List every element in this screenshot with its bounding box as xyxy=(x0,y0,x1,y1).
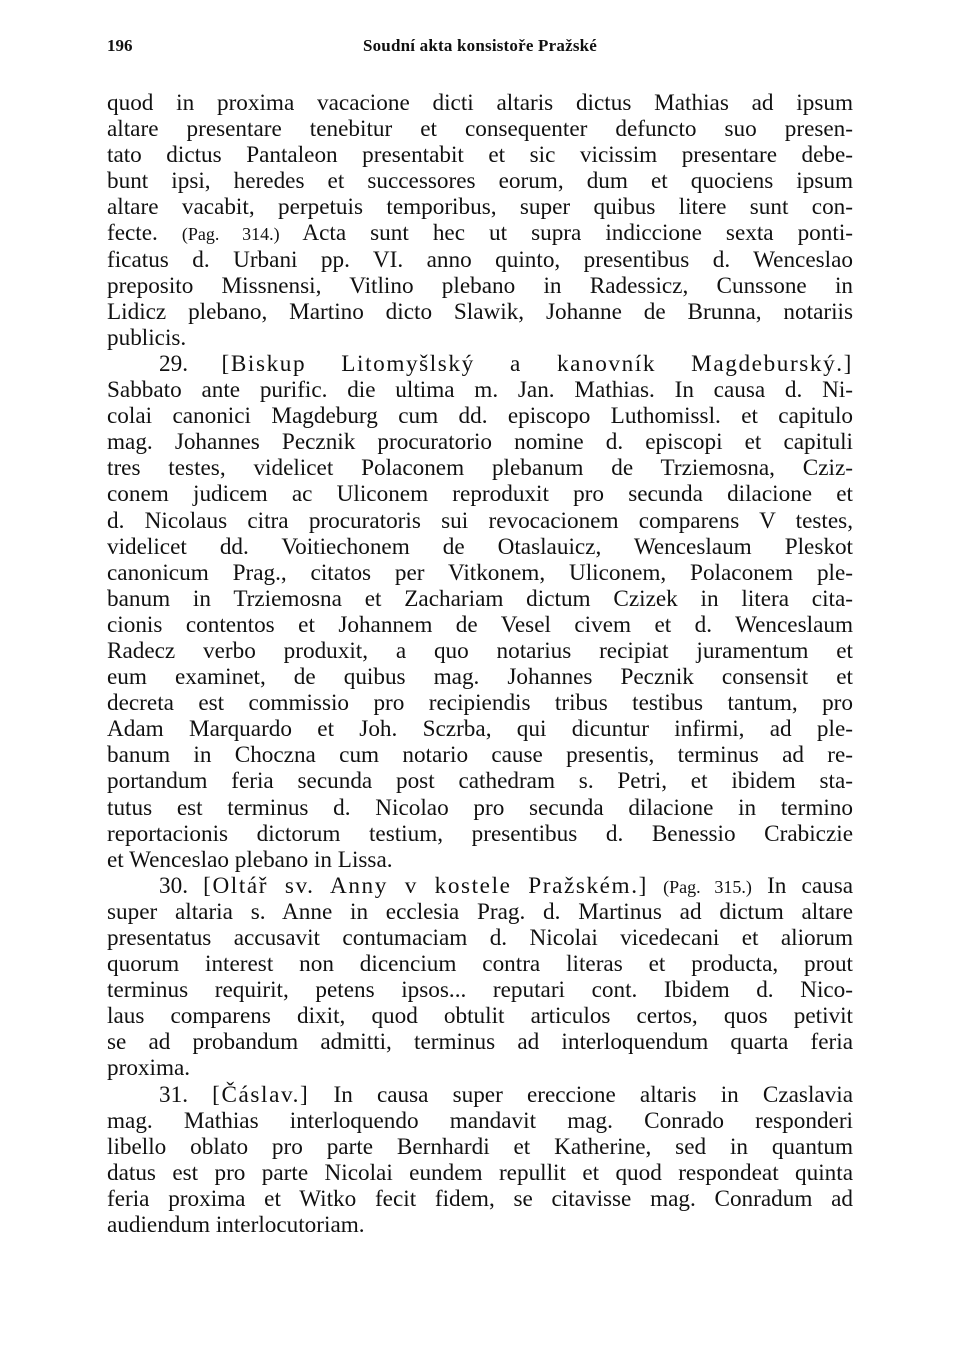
text-line: tres testes, videlicet Polaconem plebanum de Trziemosna, Cziz- xyxy=(107,455,853,482)
entry-heading-line xyxy=(107,873,853,899)
text-line: canonicum Prag., citatos per Vitkonem, Uliconem, Polaconem ple- xyxy=(107,559,853,586)
text-line: super altaria s. Anne in ecclesia Prag. d. Martinus ad dictum altare xyxy=(107,898,853,925)
entry-29 xyxy=(107,351,853,873)
text-line: Sabbato ante purific. die ultima m. Jan. Mathias. In causa d. Ni- xyxy=(107,377,853,404)
text-line: datus est pro parte Nicolai eundem repullit et quod respondeat quinta xyxy=(107,1159,853,1186)
running-head xyxy=(107,36,853,60)
entry-heading: [Čáslav.] xyxy=(212,1081,310,1108)
text-line: tato dictus Pantaleon presentabit et sic vicissim presentare debe- xyxy=(107,142,853,169)
entry-heading-line xyxy=(107,1082,853,1108)
text-line: d. Nicolaus citra procuratoris sui revocacionem comparens V testes, xyxy=(107,507,853,534)
text-line: portandum feria secunda post cathedram s. Petri, et ibidem sta- xyxy=(107,768,853,795)
entry-heading-line xyxy=(107,351,853,377)
page-reference: (Pag. 314.) xyxy=(181,224,280,245)
text-line: se ad probandum admitti, terminus ad interloquendum quarta feria xyxy=(107,1029,853,1056)
text-line: libello oblato pro parte Bernhardi et Katherine, sed in quantum xyxy=(107,1133,853,1160)
text-line: quorum interest non dicencium contra literas et producta, prout xyxy=(107,951,853,978)
text-line: Lidicz plebano, Martino dicto Slawik, Johanne de Brunna, notariis xyxy=(107,298,853,325)
text-line: cionis contentos et Johannem de Vesel civem et d. Wenceslaum xyxy=(107,611,853,638)
text-line: et Wenceslao plebano in Lissa. xyxy=(107,846,393,873)
entry-number: 31. xyxy=(159,1081,188,1108)
entry-30 xyxy=(107,873,853,1082)
running-title: Soudní akta konsistoře Pražské xyxy=(362,36,598,55)
text-line: publicis. xyxy=(107,324,187,351)
text-line: preposito Missnensi, Vitlino plebano in Radessicz, Cunssone in xyxy=(107,272,853,299)
entry-continuation xyxy=(107,90,853,351)
text-line: banum in Choczna cum notario cause presentis, terminus ad re- xyxy=(107,742,853,769)
entry-number: 29. xyxy=(159,350,188,377)
text-line: feria proxima et Witko fecit fidem, se citavisse mag. Conradum ad xyxy=(107,1185,853,1212)
text-line: Radecz verbo produxit, a quo notarius recipiat juramentum et xyxy=(107,637,853,664)
text-line: ficatus d. Urbani pp. VI. anno quinto, presentibus d. Wenceslao xyxy=(107,246,853,273)
text-segment: fecte. xyxy=(107,220,158,247)
text-line: mag. Mathias interloquendo mandavit mag. Conrado responderi xyxy=(107,1107,853,1134)
body-text xyxy=(107,90,853,1238)
text-line: quod in proxima vacacione dicti altaris dictus Mathias ad ipsum xyxy=(107,90,853,116)
text-line: terminus requirit, petens ipsos... reputari cont. Ibidem d. Nico- xyxy=(107,977,853,1004)
text-line: conem judicem ac Uliconem reproduxit pro secunda dilacione et xyxy=(107,481,853,508)
text-line: presentatus accusavit contumaciam d. Nicolai vicedecani et aliorum xyxy=(107,925,853,951)
text-segment: In causa super ereccione altaris in Czaslavia xyxy=(333,1081,854,1108)
text-line: banum in Trziemosna et Zachariam dictum Czizek in litera cita- xyxy=(107,585,853,612)
entry-number: 30. xyxy=(159,872,188,899)
page-reference: (Pag. 315.) xyxy=(663,876,752,897)
text-line: decreta est commissio pro recipiendis tribus testibus tantum, pro xyxy=(107,690,853,717)
text-line: Adam Marquardo et Joh. Sczrba, qui dicuntur infirmi, ad ple- xyxy=(107,716,853,743)
text-line: tutus est terminus d. Nicolao pro secunda dilacione in termino xyxy=(107,794,853,821)
text-segment: Acta sunt hec ut supra indiccione sexta ponti- xyxy=(302,220,853,247)
text-line: videlicet dd. Voitiechonem de Otaslauicz, Wenceslaum Pleskot xyxy=(107,533,853,560)
text-segment: In causa xyxy=(767,872,854,899)
entry-heading: [Biskup Litomyšlský a kanovník Magdeburský.] xyxy=(221,350,854,377)
entry-heading: [Oltář sv. Anny v kostele Pražském.] xyxy=(203,872,648,899)
text-line: audiendum interlocutoriam. xyxy=(107,1212,365,1239)
text-line: bunt ipsi, heredes et successores eorum, dum et quociens ipsum xyxy=(107,168,853,195)
text-line: eum examinet, de quibus mag. Johannes Pecznik consensit et xyxy=(107,664,853,691)
text-line: laus comparens dixit, quod obtulit articulos certos, quos petivit xyxy=(107,1003,853,1030)
page-number: 196 xyxy=(107,36,133,55)
text-line: altare vacabit, perpetuis temporibus, super quibus litere sunt con- xyxy=(107,194,853,221)
text-line: proxima. xyxy=(107,1055,191,1082)
entry-31 xyxy=(107,1082,853,1239)
text-line: mag. Johannes Pecznik procuratorio nomine d. episcopi et capituli xyxy=(107,429,853,456)
text-line: altare presentare tenebitur et consequenter defuncto suo presen- xyxy=(107,116,853,143)
text-line xyxy=(107,220,853,246)
text-line: reportacionis dictorum testium, presentibus d. Benessio Crabiczie xyxy=(107,820,853,847)
text-line: colai canonici Magdeburg cum dd. episcopo Luthomissl. et capitulo xyxy=(107,403,853,430)
